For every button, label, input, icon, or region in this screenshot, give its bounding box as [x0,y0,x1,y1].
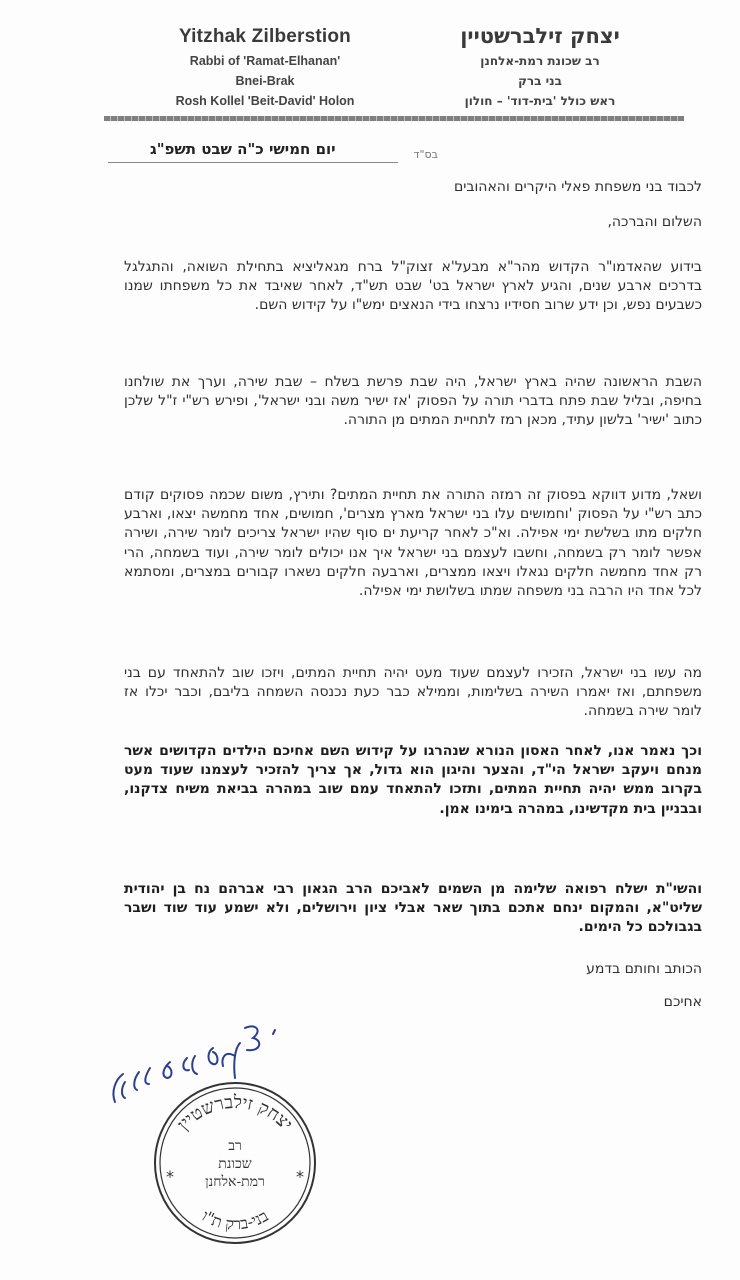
paragraph: השבת הראשונה שהיה בארץ ישראל, היה שבת פרשת בשלח – שבת שירה, וערך את שולחנו בחיפה, ובליל שבת פתח בדברי תורה על הפסוק 'אז ישיר משה ובני ישראל', ופירש רש"י ז"ל שלכן כתוב 'ישיר' בלשון עתיד, מכאן רמז לתחיית המתים מן התורה. [124,374,702,429]
stamp-star-right: * [296,1167,304,1186]
rabbi-name-hebrew: יצחק זילברשטיין [460,24,620,48]
paragraph-bold: וכך נאמר אנו, לאחר האסון הנורא שנהרגו על קידוש השם אחיכם הילדים הקדושים אשר מנחם ויעקב ישראל הי"ד, והצער והיגון הוא גדול, אך צריך להזכיר לעצמנו שעוד מעט בקרוב ממש יהיה תחיית המתים, ותזכו להתאחד עמם שוב במהרה בביאת משיח צדקנו, ובבניין בית מקדשינו, במהרה בימינו אמן. [124,743,702,817]
letterhead-english-line: Rabbi of 'Ramat-Elhanan' [189,54,341,68]
letter-date: יום חמישי כ"ה שבט תשפ"ג [108,140,398,163]
letterhead-english [150,26,380,111]
addressee: לכבוד בני משפחת פאלי היקרים והאהובים [453,179,702,195]
greeting: השלום והברכה, [607,214,702,230]
stamp-ring-text: יצחק זילברשטיין [173,1091,297,1135]
paragraph: ושאל, מדוע דווקא בפסוק זה רמזה התורה את תחיית המתים? ותירץ, משום שכמה פסוקים קודם כתב רש"י על הפסוק 'וחמושים עלו בני ישראל מארץ מצרים', חמושים, אחד מחמשה יצאו, וארבע חלקים מתו בשלשת ימי אפילה. וא"כ לאחר קריעת ים סוף שהיו ישראל צריכים לומר שירה, ושירה אפשר לומר רק בשמחה, וחשבו לעצמם בני ישראל איך אנו יכולים לומר שירה, ועוד בשמחה, הרי רק אחד מחמשה חלקים נגאלו ויצאו ממצרים, וארבעה חלקים נשארו קבורים במצרים, ומסתמא לכל אחד היו הרבה בני משפחה שמתו בשלושת ימי אפילה. [124,487,702,600]
rabbinic-stamp [150,1078,320,1248]
stamp-bottom-text: בני-ברק ת"ו [198,1206,272,1234]
stamp-center-line: רמת-אלחנן [205,1174,265,1190]
letterhead-english-line: Rosh Kollel 'Beit-David' Holon [175,94,355,108]
stamp-star-left: * [166,1167,174,1186]
stamp-center-line: רב [228,1138,242,1154]
signoff: אחיכם [663,994,702,1010]
bsd-mark: בס"ד [413,148,438,161]
letterhead-divider [104,116,684,121]
stamp-center-line: שכונת [218,1156,252,1172]
letterhead-hebrew-line: רב שכונת רמת-אלחנן [480,54,600,68]
closing: הכותב וחותם בדמע [586,961,702,977]
letterhead-english-line: Bnei-Brak [235,74,295,88]
paragraph: בידוע שהאדמו"ר הקדוש מהר"א מבעל'א זצוק"ל ברח מגאליציא בתחילת השואה, והתגלגל בדרכים ארבע שנים, והגיע לארץ ישראל בט' שבט תש"ד, לאחר שאיבד את כל משפחתו שמנו כשבעים נפש, וכן ידע שרוב חסידיו נרצחו בידי הנאצים ימש"ו על קידוש השם. [124,259,702,314]
paragraph: מה עשו בני ישראל, הזכירו לעצמם שעוד מעט יהיה תחיית המתים, ויזכו שוב להתאחד עם בני משפחתם, ואז יאמרו השירה בשלימות, וממילא כבר כעת נכנסה השמחה בליבם, וכבר יכלו אז לומר שירה בשמחה. [124,665,702,720]
date-line [108,140,438,163]
rabbi-name-english: Yitzhak Zilberstion [178,26,351,47]
letterhead-hebrew [440,24,640,111]
letterhead-hebrew-line: ראש כולל 'בית-דוד' – חולון [464,94,616,108]
paragraph-bold: והשי"ת ישלח רפואה שלימה מן השמים לאביכם הרב הגאון רבי אברהם נח בן יהודית שליט"א, והמקום ינחם אתכם בתוך שאר אבלי ציון וירושלים, ולא ישמע עוד שוד ושבר בגבולכם כל הימים. [124,881,702,936]
letterhead-hebrew-line: בני ברק [518,74,562,88]
